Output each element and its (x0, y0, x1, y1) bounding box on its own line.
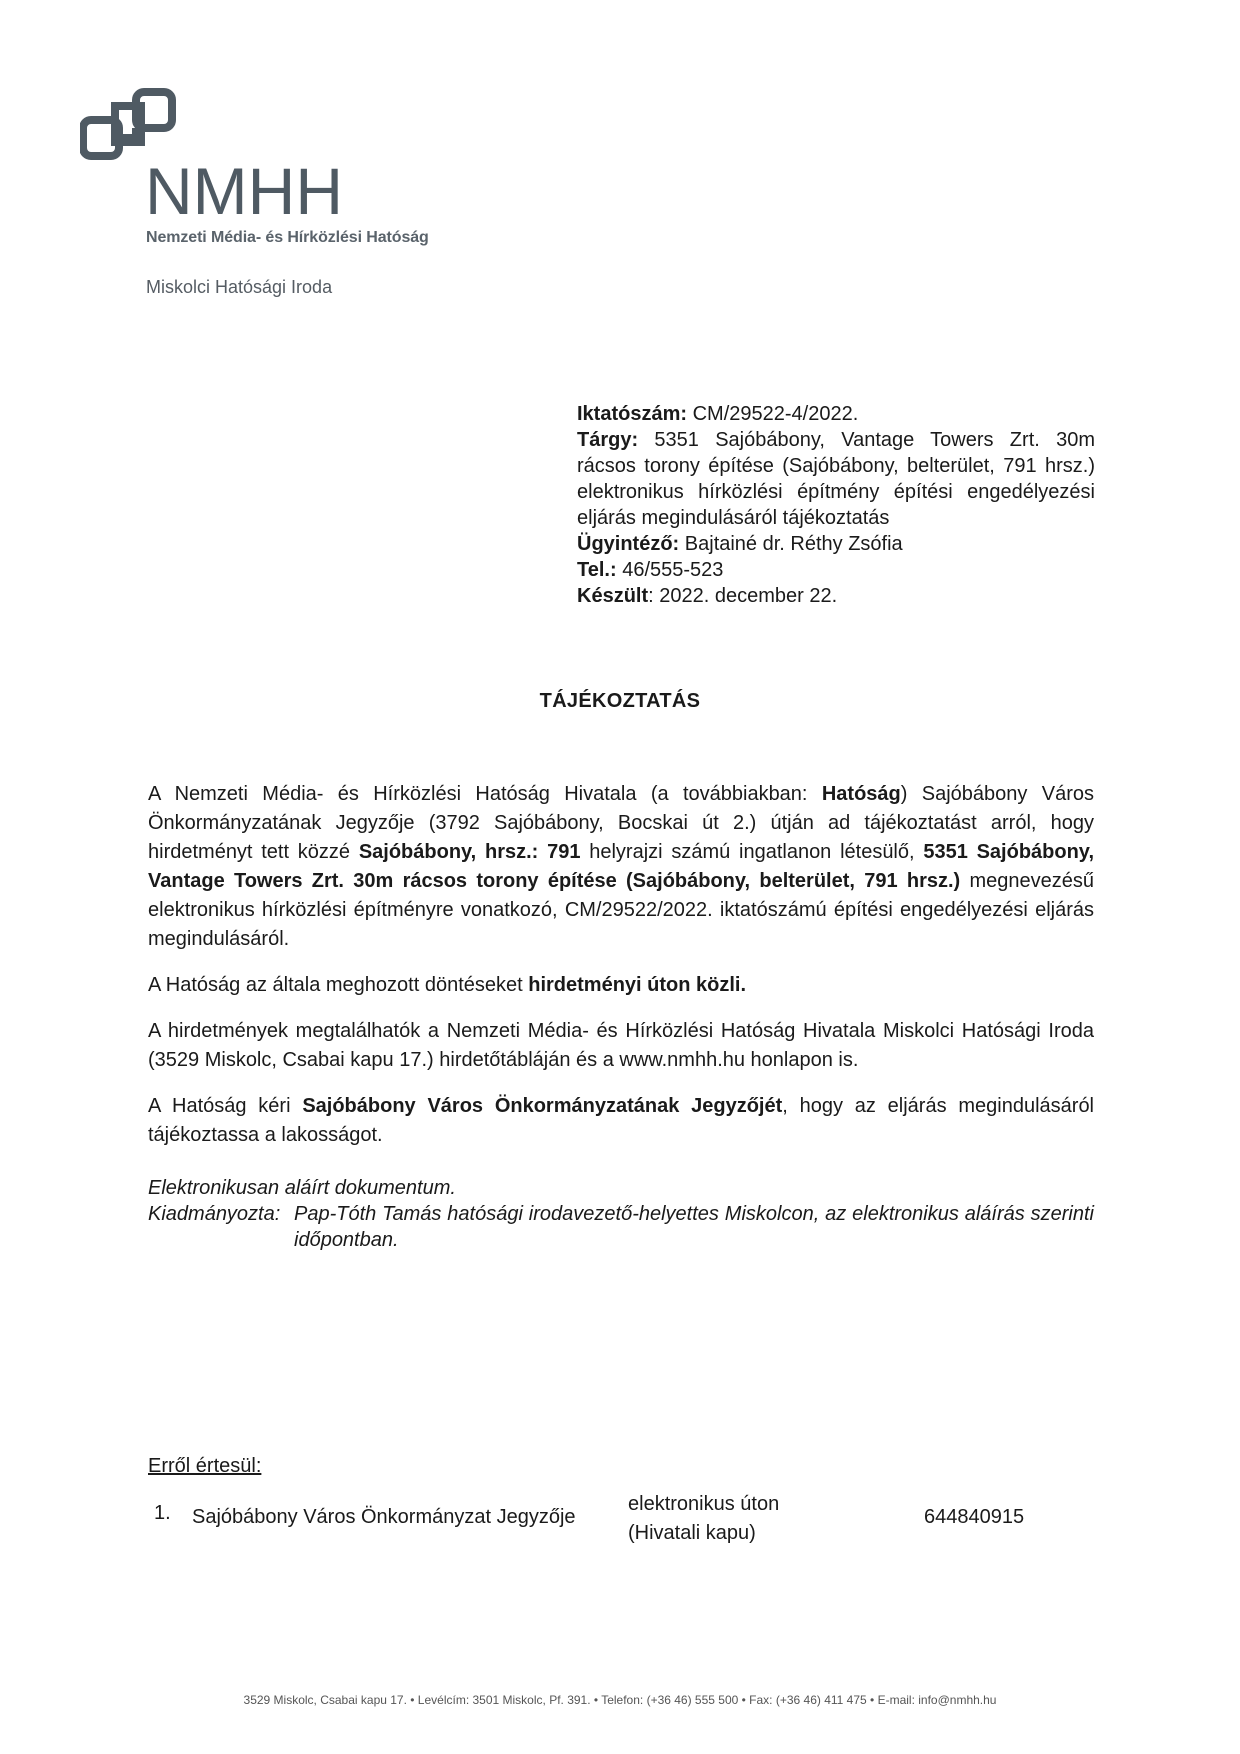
p1-bold-hrsz: Sajóbábony, hrsz.: 791 (358, 841, 581, 863)
signature-issuer-row (148, 1201, 1094, 1253)
notification-list (148, 1455, 1094, 1556)
p4-text-c: , hogy az eljárás megindulásáról tájékoztassa a lakosságot. (148, 1095, 1095, 1146)
iktatoszam-row (577, 401, 1095, 427)
keszult-value: : 2022. december 22. (648, 585, 838, 607)
p2-text-a: A Hatóság az általa meghozott döntéseket (148, 974, 529, 996)
recipient-id: 644840915 (924, 1506, 1025, 1528)
paragraph-2 (148, 971, 1094, 1000)
signature-issuer-value: Pap-Tóth Tamás hatósági irodavezető-helyettes Miskolcon, az elektronikus aláírás szerinti időpontban. (294, 1203, 1094, 1251)
document-body (148, 780, 1094, 1167)
recipient-number: 1. (154, 1502, 171, 1524)
tel-label: Tel.: (577, 559, 617, 581)
recipient-name: Sajóbábony Város Önkormányzat Jegyzője (192, 1506, 576, 1528)
p4-bold: Sajóbábony Város Önkormányzatának Jegyzőjét (302, 1095, 783, 1117)
tel-row (577, 557, 1095, 583)
iktatoszam-value: CM/29522-4/2022. (692, 403, 859, 425)
svg-text:NMHH: NMHH (145, 162, 343, 222)
page-footer: 3529 Miskolc, Csabai kapu 17. • Levélcím: 3501 Miskolc, Pf. 391. • Telefon: (+36 46) 555 500 • Fax: (+36 46) 411 475 • E-mail: info@nmhh.hu (243, 1693, 997, 1707)
tel-value: 46/555-523 (622, 559, 724, 581)
document-title: TÁJÉKOZTATÁS (539, 690, 701, 712)
targy-row (577, 427, 1095, 531)
recipient-delivery-line2: (Hivatali kapu) (628, 1522, 756, 1544)
keszult-row (577, 583, 1095, 609)
recipient-row (148, 1490, 1094, 1556)
document-metadata (577, 401, 1095, 609)
p4-text-a: A Hatóság kéri (148, 1095, 303, 1117)
notification-heading: Erről értesül: (148, 1455, 262, 1477)
ugyintezo-value: Bajtainé dr. Réthy Zsófia (684, 533, 903, 555)
keszult-label: Készült (577, 585, 649, 607)
iktatoszam-label: Iktatószám: (577, 403, 688, 425)
targy-value: 5351 Sajóbábony, Vantage Towers Zrt. 30m rácsos torony építése (Sajóbábony, belterület, 791 hrsz.) elektronikus hírközlési építmény építési engedélyezési eljárás megindulásáról tájékoztatás (577, 429, 1095, 529)
ugyintezo-label: Ügyintéző: (577, 533, 680, 555)
p1-text-g: megnevezésű elektronikus hírközlési építményre vonatkozó, CM/29522/2022. iktatószámú építési engedélyezési eljárás megindulásáról. (148, 870, 1094, 950)
recipient-delivery (628, 1490, 779, 1548)
nmhh-logo-mark (80, 86, 184, 166)
paragraph-1 (148, 780, 1094, 954)
p1-text-a: A Nemzeti Média- és Hírközlési Hatóság Hivatala (a továbbiakban: (148, 783, 822, 805)
p2-bold: hirdetményi úton közli. (528, 974, 747, 996)
organization-name: Nemzeti Média- és Hírközlési Hatóság (146, 229, 429, 246)
paragraph-4 (148, 1092, 1094, 1150)
signature-block (148, 1175, 1094, 1253)
p1-bold-project: 5351 Sajóbábony, Vantage Towers Zrt. 30m rácsos torony építése (Sajóbábony, belterület, 791 hrsz.) (148, 841, 1094, 892)
signature-electronic-note: Elektronikusan aláírt dokumentum. (148, 1177, 456, 1199)
nmhh-logo-wordmark (145, 162, 345, 222)
p1-text-c: ) Sajóbábony Város Önkormányzatának Jegyzője (3792 Sajóbábony, Bocskai út 2.) útján ad tájékoztatást arról, hogy hirdetményt tett közzé (148, 783, 1094, 863)
ugyintezo-row (577, 531, 1095, 557)
office-name: Miskolci Hatósági Iroda (146, 277, 333, 297)
paragraph-3: A hirdetmények megtalálhatók a Nemzeti Média- és Hírközlési Hatóság Hivatala Miskolci Hatósági Iroda (3529 Miskolc, Csabai kapu 17.) hirdetőtábláján és a www.nmhh.hu honlapon is. (148, 1020, 1094, 1071)
targy-label: Tárgy: (577, 429, 639, 451)
p1-bold-hatosag: Hatóság (821, 783, 901, 805)
p1-text-e: helyrajzi számú ingatlanon létesülő, (580, 841, 924, 863)
recipient-delivery-line1: elektronikus úton (628, 1493, 780, 1515)
signature-issuer-label: Kiadmányozta: (148, 1203, 281, 1225)
